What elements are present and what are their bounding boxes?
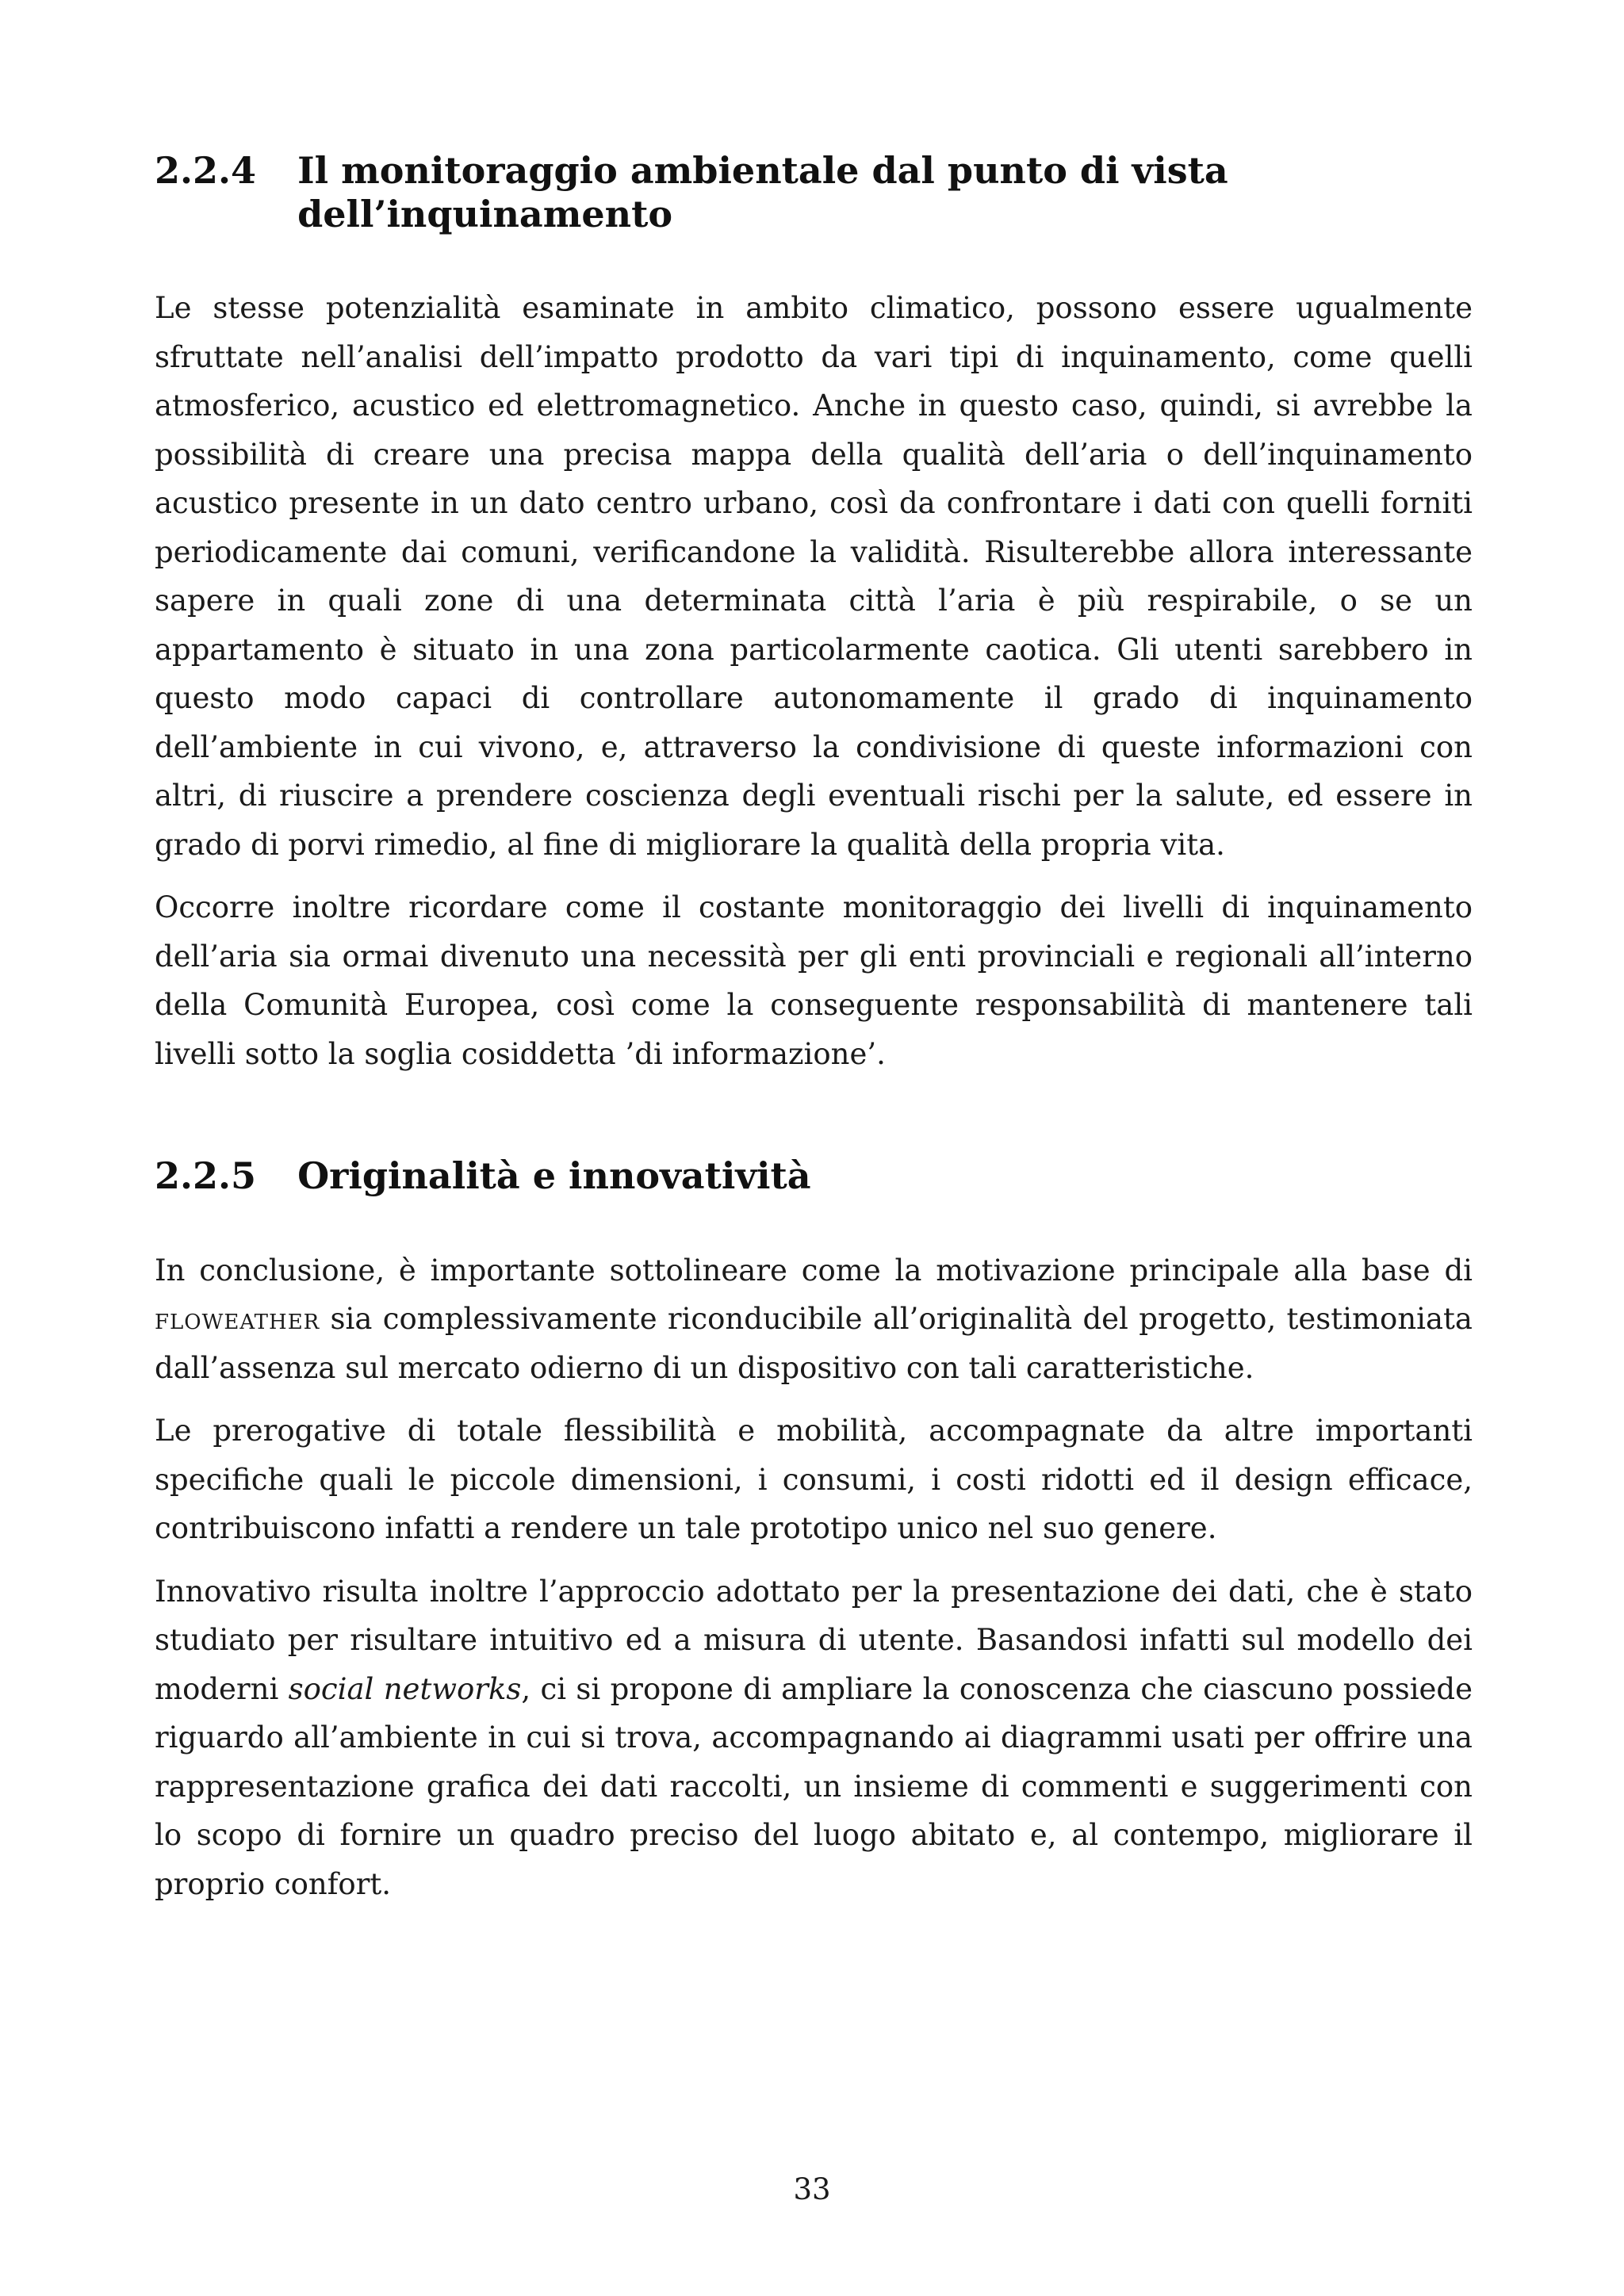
section-number: 2.2.5: [155, 1154, 257, 1198]
section-title: Originalità e innovatività: [297, 1154, 811, 1198]
page-body: [155, 143, 1473, 1908]
paragraph-text: Innovativo risulta inoltre l’approccio adottato per la presentazione dei dati, che è stato studiato per risultare intuitivo ed a misura di utente. Basandosi infatti sul modello dei moderni: [155, 1574, 1473, 1706]
section-number: 2.2.4: [155, 149, 257, 192]
page-number: 33: [793, 2172, 831, 2206]
paragraph: [155, 1246, 1473, 1393]
paragraph-text: Le stesse potenzialità esaminate in ambito climatico, possono essere ugualmente sfruttate nell’analisi dell’impatto prodotto da vari tipi di inquinamento, come quelli atmosferico, acustico ed elettromagnetico. Anche in questo caso, quindi, si avrebbe la possibilità di creare una precisa mappa della qualità dell’aria o dell’inquinamento acustico presente in un dato centro urbano, così da confrontare i dati con quelli forniti periodicamente dai comuni, verificandone la validità. Risulterebbe allora interessante sapere in quali zone di una determinata città l’aria è più respirabile, o se un appartamento è situato in una zona particolarmente caotica. Gli utenti sarebbero in questo modo capaci di controllare autonomamente il grado di inquinamento dell’ambiente in cui vivono, e, attraverso la condivisione di queste informazioni con altri, di riuscire a prendere coscienza degli eventuali rischi per la salute, ed essere in grado di porvi rimedio, al fine di migliorare la qualità della propria vita.: [155, 291, 1473, 862]
paragraph: [155, 1567, 1473, 1909]
product-name: floweather: [155, 1302, 320, 1337]
paragraph: [155, 883, 1473, 1078]
emphasis-text: social networks: [288, 1671, 522, 1706]
paragraph-text: In conclusione, è importante sottolineare come la motivazione principale alla base di: [155, 1253, 1473, 1288]
paragraph: [155, 1406, 1473, 1553]
section-heading: [155, 149, 1473, 236]
paragraph-text: Occorre inoltre ricordare come il costante monitoraggio dei livelli di inquinamento dell’aria sia ormai divenuto una necessità per gli enti provinciali e regionali all’interno della Comunità Europea, così come la conseguente responsabilità di mantenere tali livelli sotto la soglia cosiddetta ’di informazione’.: [155, 890, 1473, 1071]
paragraph: [155, 284, 1473, 869]
paragraph-text: , ci si propone di ampliare la conoscenza che ciascuno possiede riguardo all’ambiente in cui si trova, accompagnando ai diagrammi usati per offrire una rappresentazione grafica dei dati raccolti, un insieme di commenti e suggerimenti con lo scopo di fornire un quadro preciso del luogo abitato e, al contempo, migliorare il proprio confort.: [155, 1671, 1473, 1901]
section-heading: [155, 1154, 1473, 1198]
section-title: Il monitoraggio ambientale dal punto di vista dell’inquinamento: [297, 149, 1228, 236]
paragraph-text: Le prerogative di totale flessibilità e mobilità, accompagnate da altre importanti specifiche quali le piccole dimensioni, i consumi, i costi ridotti ed il design efficace, contribuiscono infatti a rendere un tale prototipo unico nel suo genere.: [155, 1414, 1473, 1546]
paragraph-text: sia complessivamente riconducibile all’originalità del progetto, testimoniata dall’assenza sul mercato odierno di un dispositivo con tali caratteristiche.: [155, 1302, 1473, 1385]
